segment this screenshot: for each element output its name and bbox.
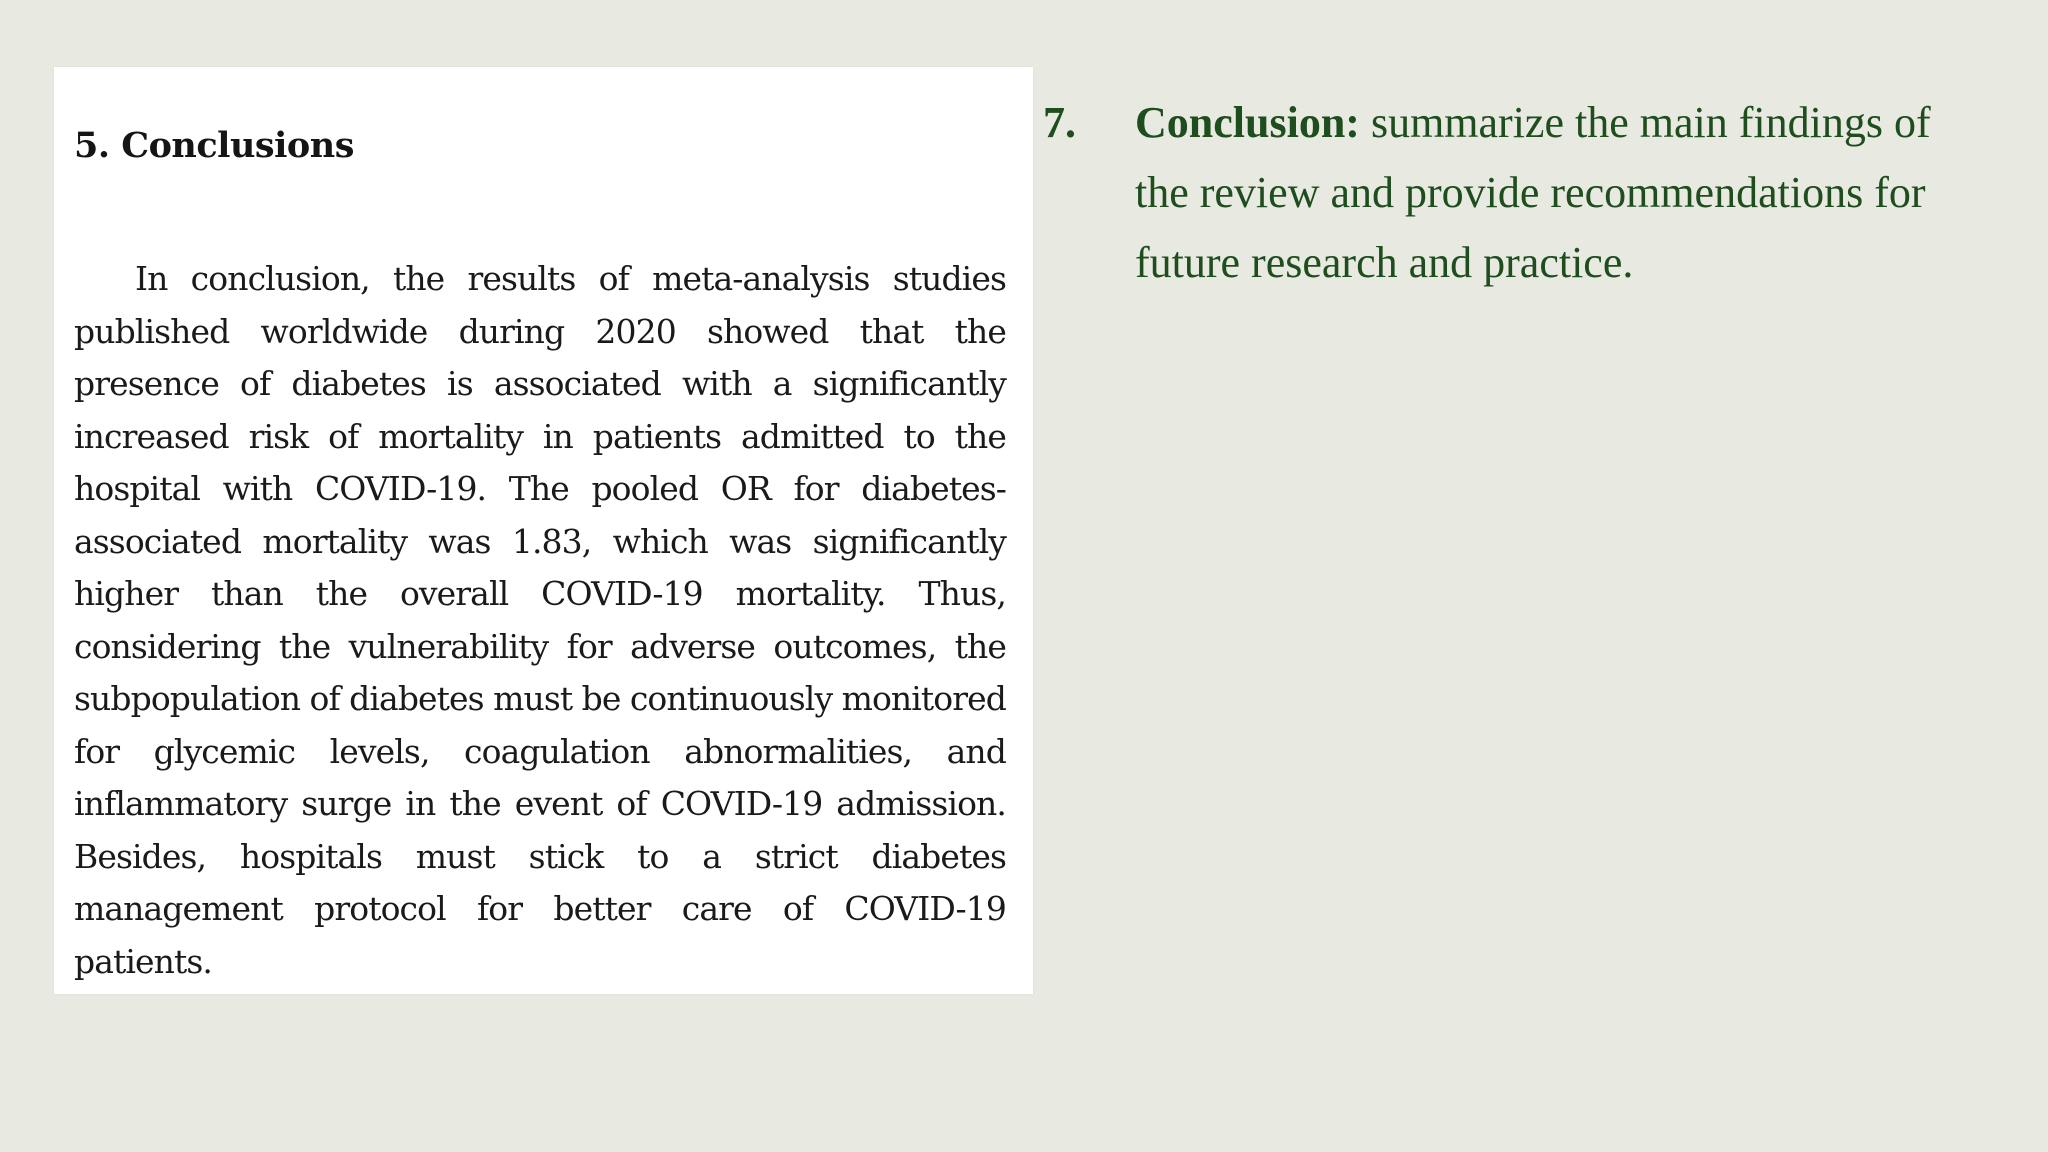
point-term: Conclusion: — [1135, 98, 1360, 147]
point-text — [1135, 88, 1995, 298]
point-number: 7. — [1043, 98, 1076, 147]
excerpt-body: In conclusion, the results of meta-analysis studies published worldwide during 2020 showed that the presence of diabetes is associated with a significantly increased risk of mortality in patients admitted to the hospital with COVID-19. The pooled OR for diabetes-associated mortality was 1.83, which was significantly higher than the overall COVID-19 mortality. Thus, considering the vulnerability for adverse outcomes, the subpopulation of diabetes must be continuously monitored for glycemic levels, coagulation abnormalities, and inflammatory surge in the event of COVID-19 admission. Besides, hospitals must stick to a strict diabetes management protocol for better care of COVID-19 patients. — [74, 259, 1006, 981]
point-description: summarize the main findings of the review and provide recommendations for future research and practice. — [1135, 98, 1931, 287]
excerpt-heading: 5. Conclusions — [74, 125, 354, 166]
paper-excerpt — [54, 67, 1033, 994]
